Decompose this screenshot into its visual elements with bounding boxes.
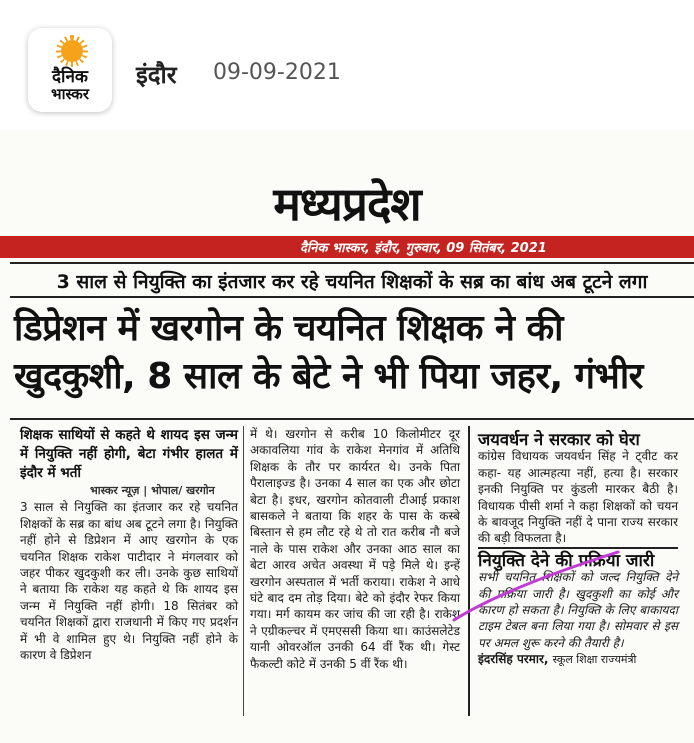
headline-rule	[10, 418, 694, 420]
minister-title: स्कूल शिक्षा राज्यमंत्री	[552, 653, 637, 667]
kicker-rule	[10, 296, 694, 298]
edition-date[interactable]: 09-09-2021	[213, 60, 341, 85]
article-subhead: शिक्षक साथियों से कहते थे शायद इस जन्म में नियुक्ति नहीं होगी, बेटा गंभीर हालत में इंदौर में भर्ती	[20, 427, 238, 481]
logo-line1: दैनिक	[52, 67, 88, 87]
top-rule	[10, 262, 694, 264]
article-byline: भास्कर न्यूज़ | भोपाल/ खरगोन	[90, 484, 215, 497]
sidebar-box1-text: कांग्रेस विधायक जयवर्धन सिंह ने ट्वीट कर कहा- यह आत्महत्या नहीं, हत्या है। सरकार इनकी नियुक्ति पर कुंडली मारकर बैठी है। विधायक पीसी शर्मा ने कहा शिक्षकों को चयन के बावजूद नियुक्ति नहीं दे पाना राज्य सरकार की बड़ी विफलता है।	[478, 449, 678, 546]
logo-line2: भास्कर	[51, 85, 89, 103]
section-title: मध्यप्रदेश	[273, 177, 421, 231]
minister-name: इंदरसिंह परमार,	[478, 652, 549, 667]
app-header	[0, 0, 694, 130]
column-2-text: में थे। खरगोन से करीब 10 किलोमीटर दूर अकावलिया गांव के राकेश मेनगांव में अतिथि शिक्षक के तौर पर कार्यरत थे। उनके पिता पैरालाइज्ड है। उनका 4 साल का एक और छोटा बेटा है। इधर, खरगोन कोतवाली टीआई प्रकाश बासकले ने बताया कि शहर के पास के कस्बे बिस्तान से हम लौट रहे थे तो रात करीब नौ बजे नाले के पास राकेश और उनका आठ साल का बेटा आरव अचेत अवस्था में पड़े मिले थे। इन्हें खरगोन अस्पताल में भर्ती कराया। राकेश ने आधे घंटे बाद दम तोड़ दिया। बेटे को इंदौर रेफर किया गया। मर्ग कायम कर जांच की जा रही है। राकेश ने एग्रीकल्चर में एमएससी किया था। काउंसलेटेड यानी ओवरऑल उनकी 64 वीं रैंक थी। गेस्ट फैकल्टी कोटे में उनकी 5 वीं रैंक थी।	[250, 427, 460, 671]
sun-icon	[61, 40, 83, 62]
highlight-pen-mark	[446, 548, 626, 628]
edition-city[interactable]: इंदौर	[136, 61, 177, 89]
sidebar-box1-title: जयवर्धन ने सरकार को घेरा	[478, 430, 640, 449]
masthead-text: दैनिक भास्कर, इंदौर, गुरुवार, 09 सितंबर, 2021	[300, 241, 547, 256]
minister-signature	[478, 651, 678, 668]
masthead-strip	[0, 236, 694, 258]
sidebar-box2-text: सभी चयनित शिक्षकों को जल्द नियुक्ति देने की प्रक्रिया जारी है। खुदकुशी का कोई और कारण हो सकता है। नियुक्ति के लिए बाकायदा टाइम टेबल बना लिया गया है। सोमवार से इस पर अमल शुरू करने की तैयारी है।	[478, 570, 678, 650]
column-1-text: 3 साल से नियुक्ति का इंतजार कर रहे चयनित शिक्षकों के सब्र का बांध अब टूटने लगा है। नियुक्ति नहीं होने से डिप्रेशन में आए खरगोन के एक चयनित शिक्षक राकेश पाटीदार ने मंगलवार को जहर पीकर खुदकुशी कर ली। उनके कुछ साथियों ने बताया कि राकेश यह कहते थे कि शायद इस जन्म में नियुक्ति नहीं होगी। 18 सितंबर को चयनित शिक्षकों द्वारा राजधानी में किए गए प्रदर्शन में भी वे शामिल हुए थे। नियुक्ति नहीं होने के कारण वे डिप्रेशन	[20, 500, 238, 663]
column-2	[250, 426, 460, 672]
column-divider-1	[243, 426, 244, 716]
highlight-pen-stroke	[454, 552, 618, 620]
dainik-bhaskar-logo[interactable]	[28, 28, 112, 112]
sidebar-box2-title: नियुक्ति देने की प्रक्रिया जारी	[478, 547, 678, 569]
article-kicker: 3 साल से नियुक्ति का इंतजार कर रहे चयनित शिक्षकों के सब्र का बांध अब टूटने लगा	[56, 271, 648, 293]
headline-line1: डिप्रेशन में खरगोन के चयनित शिक्षक ने की	[14, 308, 563, 349]
column-1	[20, 426, 238, 663]
headline-line2: खुदकुशी, 8 साल के बेटे ने भी पिया जहर, गंभीर	[14, 356, 643, 397]
